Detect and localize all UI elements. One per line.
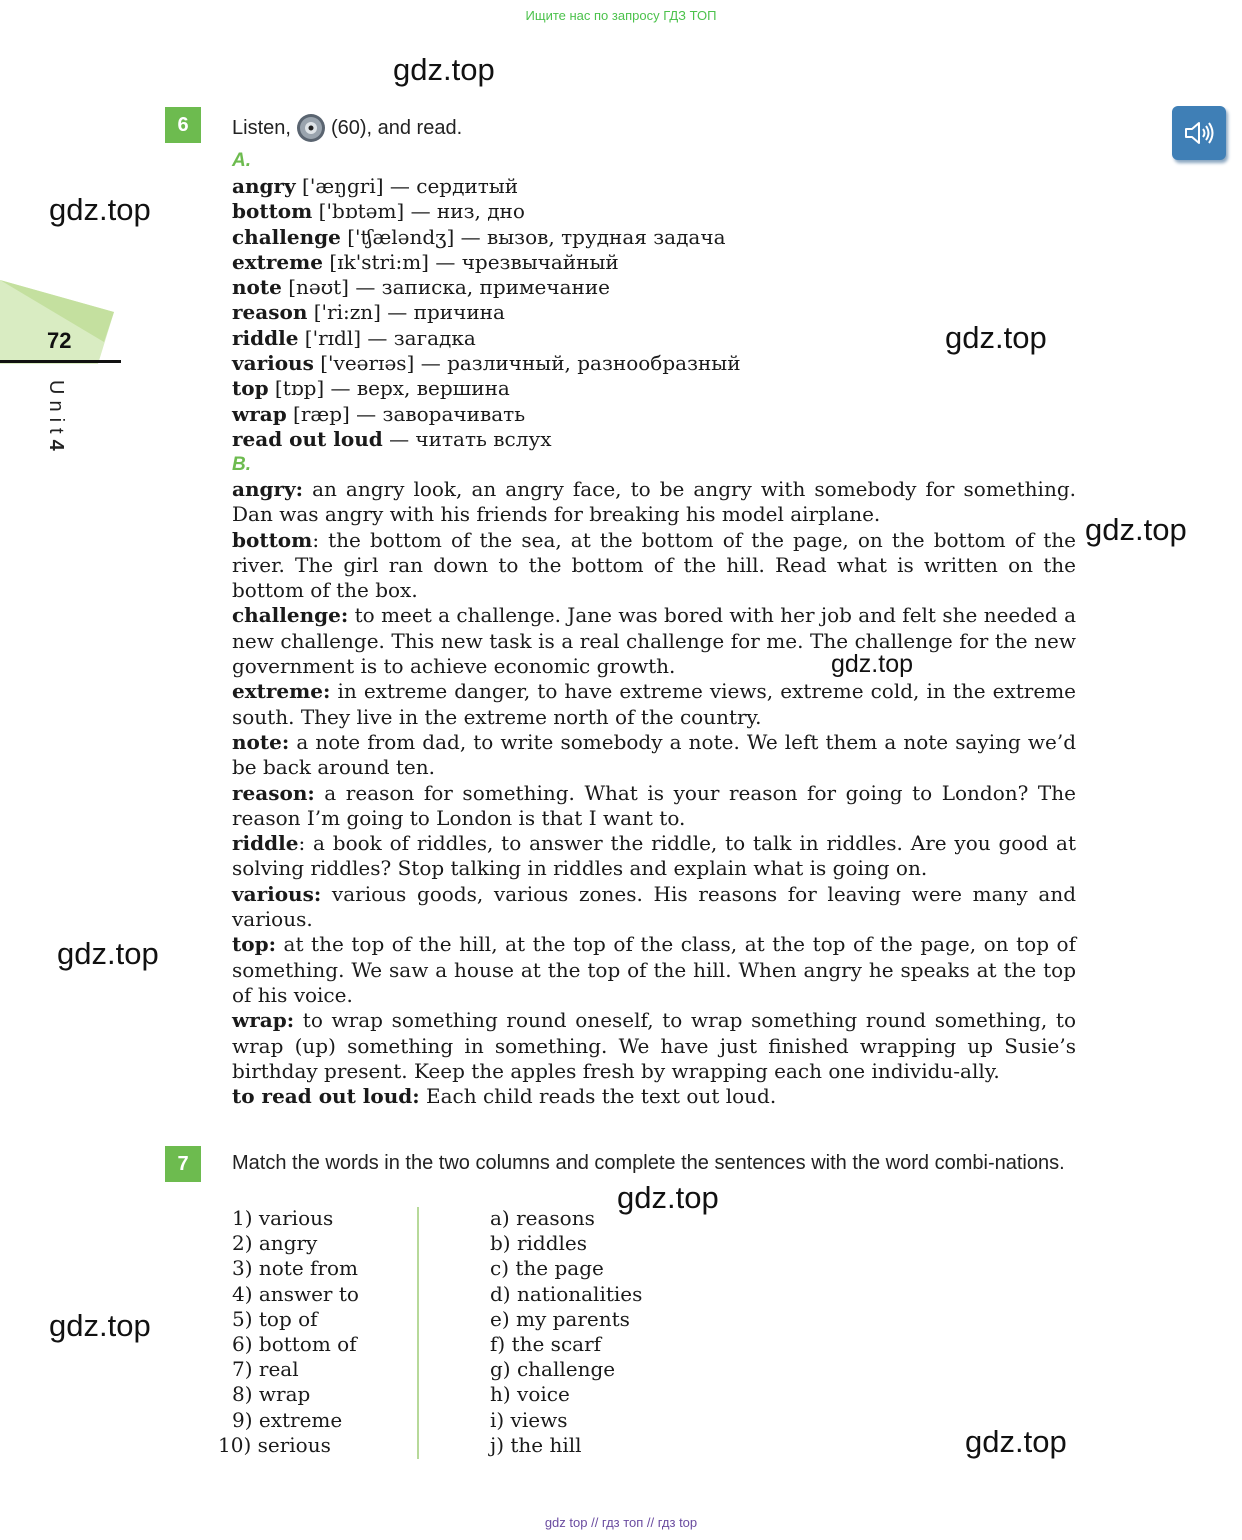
example-paragraph: challenge: to meet a challenge. Jane was bored with her job and felt she needed a new challenge. This new task is a real challenge for me. The challenge for the new government is to achieve economic growth. xyxy=(232,603,1076,679)
example-paragraph: extreme: in extreme danger, to have extreme views, extreme cold, in the extreme south. They live in the extreme north of the country. xyxy=(232,679,1076,729)
right-item: d) nationalities xyxy=(490,1281,643,1306)
vocab-item: various ['veərɪəs] — различный, разнообразный xyxy=(232,351,741,376)
column-divider xyxy=(417,1207,419,1459)
speaker-icon xyxy=(1183,119,1215,147)
audio-disc-icon xyxy=(295,113,327,143)
left-column xyxy=(218,1206,359,1458)
right-item: j) the hill xyxy=(490,1432,582,1457)
watermark: gdz.top xyxy=(617,1180,719,1215)
right-item: c) the page xyxy=(490,1256,604,1281)
right-item: f) the scarf xyxy=(490,1332,602,1357)
exercise-6-instruction: Listen, (60), and read. xyxy=(232,113,462,143)
right-item: a) reasons xyxy=(490,1206,595,1230)
vocab-item: challenge ['ʧæləndʒ] — вызов, трудная задача xyxy=(232,224,726,249)
section-b-label: B. xyxy=(232,454,251,475)
exercise-7-instruction: Match the words in the two columns and complete the sentences with the word combi-nations. xyxy=(232,1152,1065,1174)
left-item: 10) serious xyxy=(218,1432,331,1457)
example-paragraph: to read out loud: Each child reads the text out loud. xyxy=(232,1084,777,1109)
watermark: gdz.top xyxy=(965,1424,1067,1459)
right-item: e) my parents xyxy=(490,1306,630,1331)
right-item: i) views xyxy=(490,1407,568,1432)
example-paragraph: top: at the top of the hill, at the top of the class, at the top of the page, on top of something. We saw a house at the top of the hill. When angry he speaks at the top of his voice. xyxy=(232,932,1076,1007)
left-item: 1) various xyxy=(232,1206,334,1230)
left-item: 7) real xyxy=(232,1357,299,1382)
watermark: gdz.top xyxy=(1085,512,1187,547)
section-a-label: A. xyxy=(232,150,251,171)
left-item: 2) angry xyxy=(232,1231,318,1256)
examples-section xyxy=(232,477,1076,1109)
vocabulary-list xyxy=(232,174,741,452)
watermark: gdz.top xyxy=(49,192,151,227)
unit-label: Unit4 xyxy=(45,380,67,457)
vocab-item: bottom ['bɒtəm] — низ, дно xyxy=(232,199,525,224)
vocab-item: read out loud — читать вслух xyxy=(232,426,552,451)
watermark: gdz.top xyxy=(831,650,914,678)
watermark: gdz.top xyxy=(49,1308,151,1343)
page-number: 72 xyxy=(47,328,72,353)
bottom-note: gdz top // гдз топ // гдз top xyxy=(544,1515,698,1530)
left-item: 6) bottom of xyxy=(232,1332,357,1357)
right-item: g) challenge xyxy=(490,1357,616,1382)
watermark: gdz.top xyxy=(945,320,1047,355)
example-paragraph: reason: a reason for something. What is your reason for going to London? The reason I’m going to London is that I want to. xyxy=(232,780,1076,830)
unit-number: 4 xyxy=(45,439,67,457)
example-paragraph: wrap: to wrap something round oneself, to wrap something round something, to wrap (up) something in something. We have just finished wrapping up Susie’s birthday present. Keep the apples fresh by wrapping each one individu-ally. xyxy=(232,1008,1076,1083)
exercise-7-number: 7 xyxy=(165,1146,201,1182)
left-item: 8) wrap xyxy=(232,1382,311,1407)
top-note: Ищите нас по запросу ГДЗ ТОП xyxy=(525,8,717,23)
example-paragraph: riddle: a book of riddles, to answer the riddle, to talk in riddles. Are you good at solving riddles? Stop talking in riddles and explain what is going on. xyxy=(232,831,1076,881)
watermark: gdz.top xyxy=(393,52,495,87)
example-paragraph: bottom: the bottom of the sea, at the bottom of the page, on the bottom of the river. The girl ran down to the bottom of the hill. Read what is written on the bottom of the box. xyxy=(232,527,1076,603)
audio-play-button[interactable] xyxy=(1172,106,1226,160)
exercise-6-number: 6 xyxy=(165,107,201,143)
example-paragraph: angry: an angry look, an angry face, to be angry with somebody for something. Dan was angry with his friends for breaking his model airplane. xyxy=(232,477,1076,527)
right-column xyxy=(490,1206,642,1458)
vocab-item: angry ['æŋgri] — сердитый xyxy=(232,174,519,198)
left-item: 9) extreme xyxy=(232,1407,343,1432)
left-item: 5) top of xyxy=(232,1306,318,1331)
vocab-item: reason ['ri:zn] — причина xyxy=(232,300,505,325)
left-item: 4) answer to xyxy=(232,1281,359,1306)
watermark: gdz.top xyxy=(57,936,159,971)
vocab-item: wrap [ræp] — заворачивать xyxy=(232,401,526,426)
vocab-item: note [nəʊt] — записка, примечание xyxy=(232,275,611,300)
left-item: 3) note from xyxy=(232,1256,359,1281)
vocab-item: riddle ['rɪdl] — загадка xyxy=(232,325,476,350)
example-paragraph: note: a note from dad, to write somebody a note. We left them a note saying we’d be back around ten. xyxy=(232,729,1076,780)
right-item: h) voice xyxy=(490,1382,570,1407)
example-paragraph: various: various goods, various zones. His reasons for leaving were many and various. xyxy=(232,881,1076,932)
right-item: b) riddles xyxy=(490,1231,588,1256)
vocab-item: extreme [ɪk'stri:m] — чрезвычайный xyxy=(232,249,619,274)
vocab-item: top [tɒp] — верх, вершина xyxy=(232,376,510,401)
